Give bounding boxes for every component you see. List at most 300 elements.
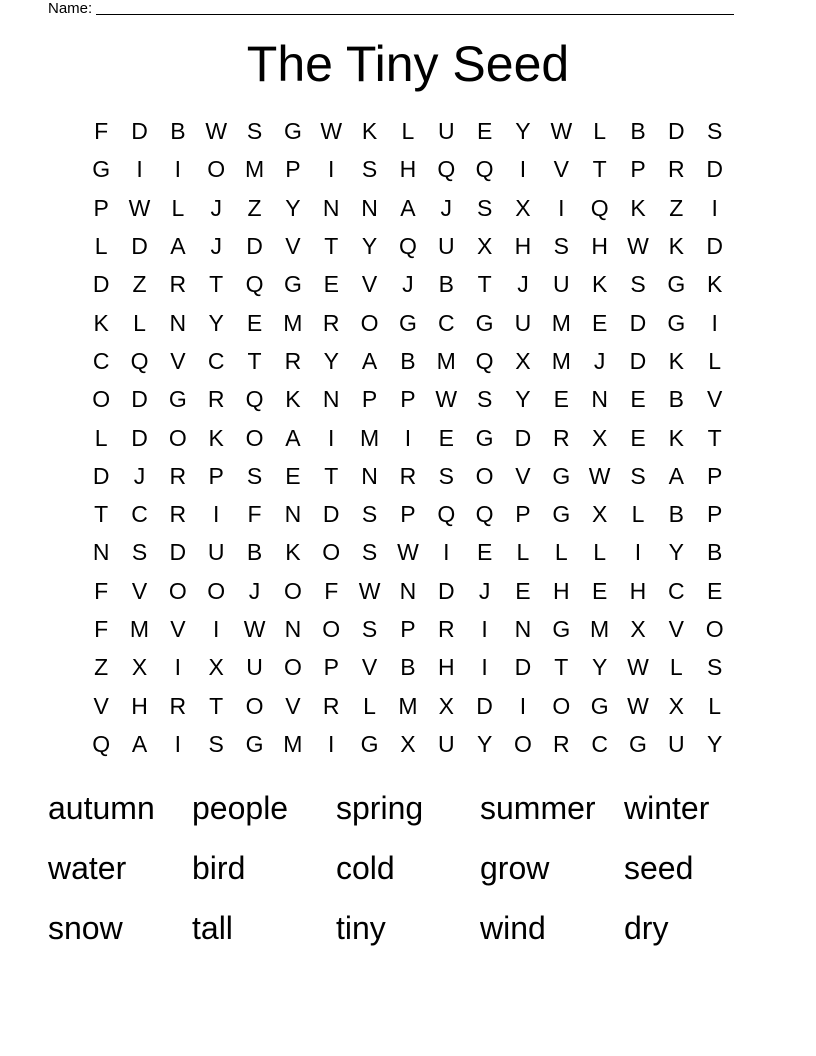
grid-row bbox=[82, 265, 734, 303]
grid-letter[interactable]: O bbox=[475, 462, 494, 489]
grid-letter[interactable]: G bbox=[667, 271, 686, 298]
grid-letter[interactable]: I bbox=[213, 501, 220, 528]
grid-letter[interactable]: I bbox=[711, 309, 718, 336]
grid-letter[interactable]: J bbox=[440, 194, 453, 221]
grid-letter[interactable]: V bbox=[668, 616, 684, 642]
grid-letter[interactable]: P bbox=[93, 194, 109, 221]
grid-row bbox=[82, 418, 734, 456]
grid-letter[interactable]: O bbox=[168, 424, 187, 451]
grid-letter[interactable]: B bbox=[170, 118, 186, 145]
grid-letter[interactable]: L bbox=[593, 539, 607, 566]
grid-letter[interactable]: R bbox=[552, 730, 570, 757]
grid-letter[interactable]: C bbox=[668, 577, 685, 604]
grid-letter[interactable]: A bbox=[170, 233, 186, 260]
grid-letter[interactable]: D bbox=[92, 462, 110, 489]
grid-letter[interactable]: T bbox=[94, 501, 109, 528]
grid-letter[interactable]: G bbox=[168, 386, 187, 413]
grid-letter[interactable]: R bbox=[322, 692, 340, 719]
grid-letter[interactable]: U bbox=[437, 233, 455, 260]
grid-letter[interactable]: P bbox=[630, 156, 646, 183]
grid-letter[interactable]: R bbox=[169, 692, 187, 719]
grid-letter[interactable]: X bbox=[438, 692, 454, 719]
grid-letter[interactable]: S bbox=[246, 462, 263, 489]
grid-letter[interactable]: S bbox=[361, 616, 378, 642]
grid-letter[interactable]: G bbox=[475, 309, 494, 336]
grid-letter[interactable]: Q bbox=[475, 347, 494, 374]
grid-letter[interactable]: K bbox=[285, 539, 301, 566]
word-bank-item: cold bbox=[336, 850, 395, 886]
grid-letter[interactable]: O bbox=[283, 654, 302, 681]
grid-letter[interactable]: O bbox=[552, 692, 571, 719]
grid-letter[interactable]: W bbox=[435, 386, 458, 413]
grid-letter[interactable]: Q bbox=[398, 233, 417, 260]
grid-letter[interactable]: N bbox=[591, 386, 608, 413]
grid-letter[interactable]: W bbox=[397, 539, 419, 566]
grid-letter[interactable]: I bbox=[481, 616, 488, 642]
grid-letter[interactable]: A bbox=[131, 730, 148, 757]
grid-letter[interactable]: H bbox=[131, 692, 148, 719]
grid-letter[interactable]: I bbox=[519, 692, 527, 719]
grid-letter[interactable]: B bbox=[668, 386, 684, 413]
grid-letter[interactable]: R bbox=[169, 462, 187, 489]
grid-letter[interactable]: O bbox=[514, 730, 532, 757]
grid-letter[interactable]: R bbox=[552, 424, 570, 451]
grid-letter[interactable]: I bbox=[136, 156, 143, 183]
grid-letter[interactable]: M bbox=[244, 156, 265, 183]
grid-letter[interactable]: E bbox=[591, 309, 608, 336]
grid-letter[interactable]: E bbox=[476, 118, 493, 145]
grid-letter[interactable]: E bbox=[707, 577, 723, 604]
grid-letter[interactable]: Z bbox=[247, 194, 262, 221]
grid-letter[interactable]: S bbox=[361, 501, 378, 528]
grid-letter[interactable]: H bbox=[514, 233, 532, 260]
grid-letter[interactable]: J bbox=[248, 577, 261, 604]
grid-letter[interactable]: M bbox=[359, 424, 380, 451]
grid-letter[interactable]: I bbox=[328, 156, 335, 183]
grid-letter[interactable]: K bbox=[630, 194, 646, 221]
grid-letter[interactable]: Y bbox=[515, 386, 531, 413]
grid-letter[interactable]: R bbox=[322, 309, 340, 336]
grid-letter[interactable]: Z bbox=[94, 654, 109, 681]
grid-letter[interactable]: B bbox=[707, 539, 723, 566]
grid-letter[interactable]: M bbox=[283, 309, 303, 336]
grid-letter[interactable]: X bbox=[476, 233, 493, 260]
grid-letter[interactable]: L bbox=[401, 118, 415, 145]
grid-letter[interactable]: V bbox=[707, 386, 723, 413]
grid-letter[interactable]: X bbox=[400, 730, 416, 757]
grid-letter[interactable]: C bbox=[207, 347, 225, 374]
grid-letter[interactable]: O bbox=[322, 539, 341, 566]
grid-letter[interactable]: L bbox=[708, 347, 722, 374]
grid-letter[interactable]: K bbox=[668, 347, 684, 374]
grid-letter[interactable]: E bbox=[515, 577, 531, 604]
grid-letter[interactable]: O bbox=[705, 616, 724, 642]
grid-letter[interactable]: T bbox=[707, 424, 722, 451]
grid-letter[interactable]: W bbox=[320, 118, 343, 145]
grid-letter[interactable]: A bbox=[400, 194, 416, 221]
word-bank-item: snow bbox=[48, 910, 123, 946]
grid-letter[interactable]: N bbox=[284, 616, 302, 642]
grid-letter[interactable]: N bbox=[514, 616, 532, 642]
grid-letter[interactable]: K bbox=[361, 118, 378, 145]
grid-letter[interactable]: D bbox=[514, 654, 532, 681]
grid-letter[interactable]: S bbox=[361, 539, 378, 566]
grid-letter[interactable]: X bbox=[515, 194, 531, 221]
grid-letter[interactable]: K bbox=[668, 424, 684, 451]
grid-letter[interactable]: G bbox=[245, 730, 264, 757]
grid-letter[interactable]: I bbox=[558, 194, 565, 221]
grid-letter[interactable]: U bbox=[514, 309, 532, 336]
grid-letter[interactable]: I bbox=[213, 616, 220, 642]
grid-letter[interactable]: B bbox=[438, 271, 454, 298]
grid-letter[interactable]: L bbox=[669, 654, 683, 681]
grid-letter[interactable]: L bbox=[363, 692, 376, 719]
grid-letter[interactable]: O bbox=[207, 577, 226, 604]
grid-letter[interactable]: T bbox=[209, 692, 224, 719]
grid-letter[interactable]: G bbox=[283, 118, 302, 145]
grid-letter[interactable]: F bbox=[94, 577, 109, 604]
grid-letter[interactable]: F bbox=[94, 616, 109, 642]
grid-letter[interactable]: N bbox=[169, 309, 187, 336]
grid-letter[interactable]: P bbox=[400, 616, 416, 642]
grid-letter[interactable]: H bbox=[399, 156, 417, 183]
grid-letter[interactable]: A bbox=[668, 462, 684, 489]
grid-letter[interactable]: D bbox=[706, 233, 723, 260]
grid-letter[interactable]: O bbox=[245, 692, 264, 719]
grid-letter[interactable]: S bbox=[553, 233, 569, 260]
grid-letter[interactable]: X bbox=[591, 501, 608, 528]
grid-letter[interactable]: O bbox=[283, 577, 302, 604]
grid-letter[interactable]: I bbox=[328, 730, 335, 757]
grid-letter[interactable]: V bbox=[361, 654, 378, 681]
grid-letter[interactable]: S bbox=[131, 539, 148, 566]
grid-letter[interactable]: B bbox=[630, 118, 646, 145]
grid-letter[interactable]: D bbox=[514, 424, 532, 451]
grid-letter[interactable]: W bbox=[588, 462, 611, 489]
grid-letter[interactable]: M bbox=[551, 347, 571, 374]
grid-letter[interactable]: O bbox=[360, 309, 379, 336]
grid-letter[interactable]: S bbox=[630, 271, 646, 298]
grid-letter[interactable]: E bbox=[553, 386, 569, 413]
grid-row bbox=[82, 457, 734, 495]
grid-letter[interactable]: N bbox=[284, 501, 302, 528]
grid-letter[interactable]: E bbox=[246, 309, 263, 336]
grid-letter[interactable]: U bbox=[552, 271, 570, 298]
grid-letter[interactable]: N bbox=[361, 462, 378, 489]
grid-letter[interactable]: O bbox=[207, 156, 226, 183]
grid-letter[interactable]: R bbox=[437, 616, 455, 642]
grid-letter[interactable]: Q bbox=[245, 386, 264, 413]
grid-letter[interactable]: P bbox=[400, 501, 416, 528]
grid-letter[interactable]: S bbox=[476, 386, 493, 413]
grid-letter[interactable]: J bbox=[517, 271, 529, 298]
grid-letter[interactable]: I bbox=[174, 730, 182, 757]
grid-letter[interactable]: U bbox=[246, 654, 263, 681]
grid-letter[interactable]: B bbox=[246, 539, 263, 566]
grid-letter[interactable]: J bbox=[402, 271, 414, 298]
grid-letter[interactable]: V bbox=[361, 271, 378, 298]
grid-letter[interactable]: U bbox=[207, 539, 225, 566]
grid-letter[interactable]: G bbox=[590, 692, 609, 719]
grid-letter[interactable]: R bbox=[169, 271, 187, 298]
grid-letter[interactable]: S bbox=[438, 462, 454, 489]
grid-letter[interactable]: P bbox=[515, 501, 531, 528]
grid-letter[interactable]: U bbox=[437, 118, 455, 145]
grid-row bbox=[82, 725, 734, 763]
grid-letter[interactable]: Q bbox=[437, 501, 456, 528]
grid-letter[interactable]: D bbox=[322, 501, 340, 528]
grid-letter[interactable]: G bbox=[667, 309, 686, 336]
grid-letter[interactable]: O bbox=[322, 616, 341, 642]
grid-letter[interactable]: V bbox=[170, 616, 186, 642]
grid-letter[interactable]: T bbox=[592, 156, 607, 183]
grid-letter[interactable]: W bbox=[550, 118, 573, 145]
grid-letter[interactable]: M bbox=[129, 616, 150, 642]
grid-letter[interactable]: G bbox=[92, 156, 111, 183]
grid-letter[interactable]: Y bbox=[591, 654, 608, 681]
grid-letter[interactable]: I bbox=[481, 654, 488, 681]
grid-letter[interactable]: T bbox=[554, 654, 569, 681]
grid-letter[interactable]: L bbox=[94, 424, 108, 451]
grid-letter[interactable]: H bbox=[552, 577, 570, 604]
grid-letter[interactable]: O bbox=[168, 577, 187, 604]
grid-letter[interactable]: I bbox=[711, 194, 718, 221]
grid-letter[interactable]: D bbox=[437, 577, 455, 604]
grid-letter[interactable]: M bbox=[551, 309, 571, 336]
grid-letter[interactable]: K bbox=[93, 309, 109, 336]
grid-letter[interactable]: L bbox=[593, 118, 607, 145]
grid-letter[interactable]: W bbox=[128, 194, 151, 221]
grid-letter[interactable]: R bbox=[668, 156, 685, 183]
name-blank-line[interactable] bbox=[96, 0, 734, 15]
grid-letter[interactable]: P bbox=[707, 462, 723, 489]
grid-letter[interactable]: R bbox=[284, 347, 302, 374]
grid-letter[interactable]: D bbox=[629, 309, 647, 336]
grid-letter[interactable]: D bbox=[169, 539, 187, 566]
grid-letter[interactable]: D bbox=[131, 424, 148, 451]
grid-letter[interactable]: Y bbox=[361, 233, 378, 260]
grid-letter[interactable]: I bbox=[174, 156, 182, 183]
grid-letter[interactable]: O bbox=[245, 424, 264, 451]
grid-letter[interactable]: L bbox=[631, 501, 645, 528]
grid-letter[interactable]: D bbox=[629, 347, 647, 374]
grid-letter[interactable]: W bbox=[627, 233, 649, 260]
grid-letter[interactable]: P bbox=[400, 386, 416, 413]
grid-letter[interactable]: J bbox=[593, 347, 606, 374]
grid-letter[interactable]: K bbox=[707, 271, 723, 298]
grid-letter[interactable]: P bbox=[323, 654, 339, 681]
grid-letter[interactable]: T bbox=[477, 271, 492, 298]
grid-letter[interactable]: G bbox=[398, 309, 417, 336]
grid-letter[interactable]: L bbox=[708, 692, 722, 719]
grid-letter[interactable]: S bbox=[707, 118, 723, 145]
grid-letter[interactable]: E bbox=[285, 462, 301, 489]
grid-letter[interactable]: H bbox=[591, 233, 608, 260]
grid-letter[interactable]: T bbox=[209, 271, 224, 298]
grid-letter[interactable]: X bbox=[515, 347, 531, 374]
grid-letter[interactable]: P bbox=[285, 156, 301, 183]
grid-letter[interactable]: K bbox=[668, 233, 684, 260]
grid-letter[interactable]: A bbox=[361, 347, 378, 374]
grid-letter[interactable]: J bbox=[478, 577, 491, 604]
grid-letter[interactable]: V bbox=[170, 347, 186, 374]
grid-letter[interactable]: D bbox=[131, 386, 148, 413]
grid-letter[interactable]: Y bbox=[208, 309, 224, 336]
grid-letter[interactable]: W bbox=[627, 692, 649, 719]
grid-letter[interactable]: D bbox=[668, 118, 685, 145]
grid-letter[interactable]: Z bbox=[132, 271, 147, 298]
grid-letter[interactable]: D bbox=[476, 692, 493, 719]
grid-letter[interactable]: V bbox=[131, 577, 148, 604]
grid-letter[interactable]: B bbox=[668, 501, 684, 528]
grid-letter[interactable]: E bbox=[630, 386, 646, 413]
grid-letter[interactable]: N bbox=[399, 577, 417, 604]
grid-letter[interactable]: R bbox=[207, 386, 225, 413]
grid-letter[interactable]: Q bbox=[245, 271, 264, 298]
grid-letter[interactable]: B bbox=[400, 654, 416, 681]
grid-letter[interactable]: Y bbox=[707, 730, 723, 757]
grid-letter[interactable]: Q bbox=[475, 156, 494, 183]
grid-letter[interactable]: M bbox=[398, 692, 418, 719]
grid-letter[interactable]: J bbox=[210, 233, 222, 260]
grid-letter[interactable]: I bbox=[443, 539, 450, 566]
grid-letter[interactable]: Y bbox=[476, 730, 493, 757]
grid-letter[interactable]: C bbox=[591, 730, 608, 757]
grid-letter[interactable]: N bbox=[361, 194, 378, 221]
grid-letter[interactable]: V bbox=[515, 462, 531, 489]
grid-row bbox=[82, 533, 734, 571]
grid-letter[interactable]: P bbox=[361, 386, 378, 413]
grid-letter[interactable]: R bbox=[399, 462, 417, 489]
grid-letter[interactable]: E bbox=[591, 577, 608, 604]
grid-row bbox=[82, 303, 734, 341]
grid-letter[interactable]: L bbox=[554, 539, 568, 566]
grid-letter[interactable]: A bbox=[285, 424, 301, 451]
grid-letter[interactable]: X bbox=[131, 654, 148, 681]
grid-letter[interactable]: G bbox=[552, 501, 571, 528]
grid-letter[interactable]: I bbox=[174, 654, 182, 681]
grid-letter[interactable]: S bbox=[630, 462, 646, 489]
grid-letter[interactable]: X bbox=[591, 424, 608, 451]
grid-letter[interactable]: E bbox=[323, 271, 339, 298]
grid-letter[interactable]: U bbox=[668, 730, 685, 757]
grid-letter[interactable]: H bbox=[437, 654, 455, 681]
grid-letter[interactable]: L bbox=[94, 233, 108, 260]
grid-letter[interactable]: I bbox=[328, 424, 335, 451]
grid-letter[interactable]: G bbox=[552, 616, 571, 642]
grid-letter[interactable]: Y bbox=[668, 539, 684, 566]
grid-letter[interactable]: C bbox=[437, 309, 455, 336]
name-field[interactable] bbox=[48, 0, 748, 20]
grid-letter[interactable]: X bbox=[668, 692, 684, 719]
grid-letter[interactable]: Q bbox=[437, 156, 456, 183]
grid-letter[interactable]: Y bbox=[323, 347, 339, 374]
grid-letter[interactable]: K bbox=[208, 424, 224, 451]
grid-letter[interactable]: M bbox=[436, 347, 456, 374]
grid-letter[interactable]: F bbox=[94, 118, 109, 145]
grid-letter[interactable]: E bbox=[476, 539, 493, 566]
grid-letter[interactable]: M bbox=[283, 730, 303, 757]
grid-letter[interactable]: V bbox=[285, 692, 301, 719]
grid-letter[interactable]: E bbox=[630, 424, 646, 451]
grid-row bbox=[82, 189, 734, 227]
grid-letter[interactable]: M bbox=[590, 616, 610, 642]
grid-letter[interactable]: V bbox=[93, 692, 109, 719]
grid-letter[interactable]: T bbox=[324, 233, 339, 260]
grid-letter[interactable]: P bbox=[208, 462, 224, 489]
grid-letter[interactable]: F bbox=[324, 577, 339, 604]
grid-letter[interactable]: G bbox=[552, 462, 571, 489]
grid-letter[interactable]: D bbox=[131, 233, 148, 260]
grid-letter[interactable]: T bbox=[247, 347, 262, 374]
grid-letter[interactable]: V bbox=[285, 233, 301, 260]
grid-letter[interactable]: W bbox=[205, 118, 228, 145]
grid-letter[interactable]: I bbox=[519, 156, 527, 183]
grid-letter[interactable]: K bbox=[285, 386, 301, 413]
grid-letter[interactable]: Q bbox=[92, 730, 111, 757]
grid-letter[interactable]: U bbox=[437, 730, 455, 757]
grid-letter[interactable]: N bbox=[92, 539, 110, 566]
grid-letter[interactable]: D bbox=[92, 271, 110, 298]
grid-letter[interactable]: D bbox=[706, 156, 723, 183]
grid-letter[interactable]: J bbox=[210, 194, 222, 221]
grid-letter[interactable]: R bbox=[169, 501, 187, 528]
grid-letter[interactable]: X bbox=[630, 616, 646, 642]
grid-letter[interactable]: P bbox=[707, 501, 723, 528]
grid-letter[interactable]: E bbox=[438, 424, 454, 451]
grid-letter[interactable]: T bbox=[324, 462, 339, 489]
grid-letter[interactable]: G bbox=[283, 271, 302, 298]
grid-letter[interactable]: L bbox=[133, 309, 146, 336]
grid-letter[interactable]: W bbox=[243, 616, 266, 642]
grid-letter[interactable]: B bbox=[400, 347, 416, 374]
grid-letter[interactable]: S bbox=[476, 194, 493, 221]
grid-letter[interactable]: Y bbox=[515, 118, 531, 145]
grid-letter[interactable]: W bbox=[627, 654, 649, 681]
grid-letter[interactable]: H bbox=[629, 577, 647, 604]
grid-letter[interactable]: Y bbox=[285, 194, 301, 221]
grid-letter[interactable]: S bbox=[361, 156, 378, 183]
grid-letter[interactable]: S bbox=[707, 654, 723, 681]
grid-letter[interactable]: D bbox=[246, 233, 263, 260]
grid-letter[interactable]: O bbox=[92, 386, 111, 413]
grid-letter[interactable]: Q bbox=[590, 194, 609, 221]
grid-letter[interactable]: N bbox=[322, 386, 340, 413]
grid-letter[interactable]: V bbox=[553, 156, 569, 183]
grid-letter[interactable]: Z bbox=[669, 194, 684, 221]
grid-letter[interactable]: C bbox=[92, 347, 110, 374]
grid-letter[interactable]: I bbox=[404, 424, 412, 451]
grid-letter[interactable]: G bbox=[360, 730, 379, 757]
grid-letter[interactable]: W bbox=[358, 577, 381, 604]
grid-letter[interactable]: Q bbox=[130, 347, 149, 374]
grid-letter[interactable]: Q bbox=[475, 501, 494, 528]
grid-letter[interactable]: F bbox=[247, 501, 262, 528]
grid-letter[interactable]: G bbox=[629, 730, 647, 757]
grid-letter[interactable]: L bbox=[171, 194, 185, 221]
grid-letter[interactable]: K bbox=[591, 271, 608, 298]
grid-letter[interactable]: G bbox=[475, 424, 494, 451]
grid-letter[interactable]: N bbox=[322, 194, 340, 221]
grid-letter[interactable]: D bbox=[131, 118, 148, 145]
grid-letter[interactable]: X bbox=[208, 654, 224, 681]
grid-letter[interactable]: I bbox=[634, 539, 642, 566]
grid-letter[interactable]: J bbox=[133, 462, 146, 489]
grid-letter[interactable]: L bbox=[516, 539, 530, 566]
grid-letter[interactable]: C bbox=[131, 501, 148, 528]
grid-letter[interactable]: S bbox=[208, 730, 224, 757]
grid-letter[interactable]: S bbox=[246, 118, 263, 145]
